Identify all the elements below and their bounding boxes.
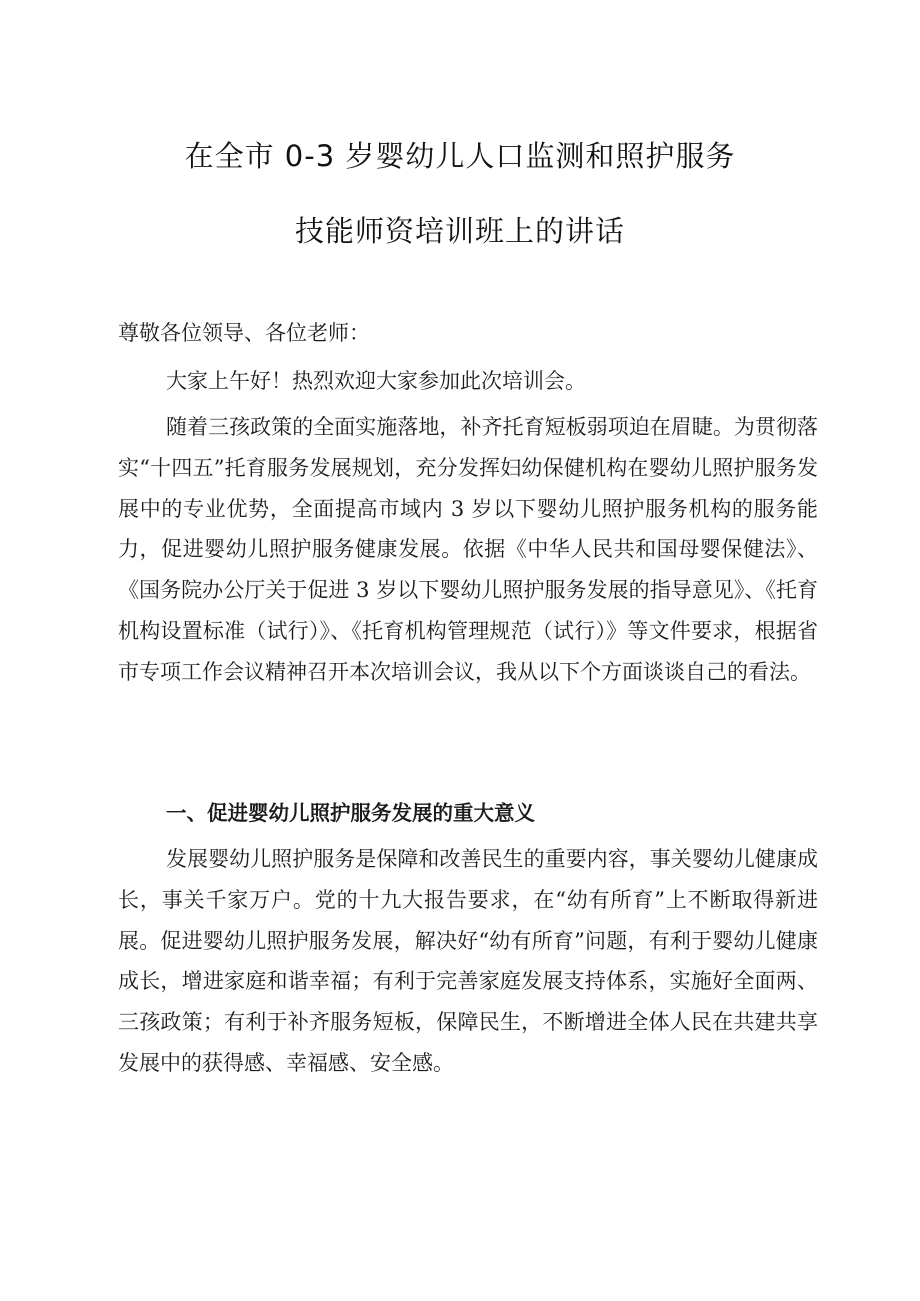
document-title-line-2: 技能师资培训班上的讲话 — [294, 214, 625, 248]
body-paragraph-1: 随着三孩政策的全面实施落地，补齐托育短板弱项迫在眉睫。为贯彻落实“十四五”托育服务发展规划，充分发挥妇幼保健机构在婴幼儿照护服务发展中的专业优势，全面提高市域内 3 岁以下婴幼儿照护服务机构的服务能力，促进婴幼儿照护服务健康发展。依据《中华人民共和国母婴保健法》、《国务院办公厅关于促进 3 岁以下婴幼儿照护服务发展的指导意见》、《托育机构设置标准（试行）》、《托育机构管理规范（试行）》等文件要求，根据省市专项工作会议精神召开本次培训会议，我从以下个方面谈谈自己的看法。 — [118, 415, 818, 684]
salutation: 尊敬各位领导、各位老师： — [118, 321, 370, 345]
section-heading-1: 一、促进婴幼儿照护服务发展的重大意义 — [166, 801, 535, 825]
body-paragraph-2: 发展婴幼儿照护服务是保障和改善民生的重要内容，事关婴幼儿健康成长，事关千家万户。党的十九大报告要求，在“幼有所育”上不断取得新进展。促进婴幼儿照护服务发展，解决好“幼有所育”问题，有利于婴幼儿健康成长，增进家庭和谐幸福；有利于完善家庭发展支持体系，实施好全面两、三孩政策；有利于补齐服务短板，保障民生，不断增进全体人民在共建共享发展中的获得感、幸福感、安全感。 — [118, 847, 818, 1075]
greeting-paragraph: 大家上午好！热烈欢迎大家参加此次培训会。 — [166, 369, 586, 393]
document-title-line-1: 在全市 0-3 岁婴幼儿人口监测和照护服务 — [184, 139, 736, 173]
